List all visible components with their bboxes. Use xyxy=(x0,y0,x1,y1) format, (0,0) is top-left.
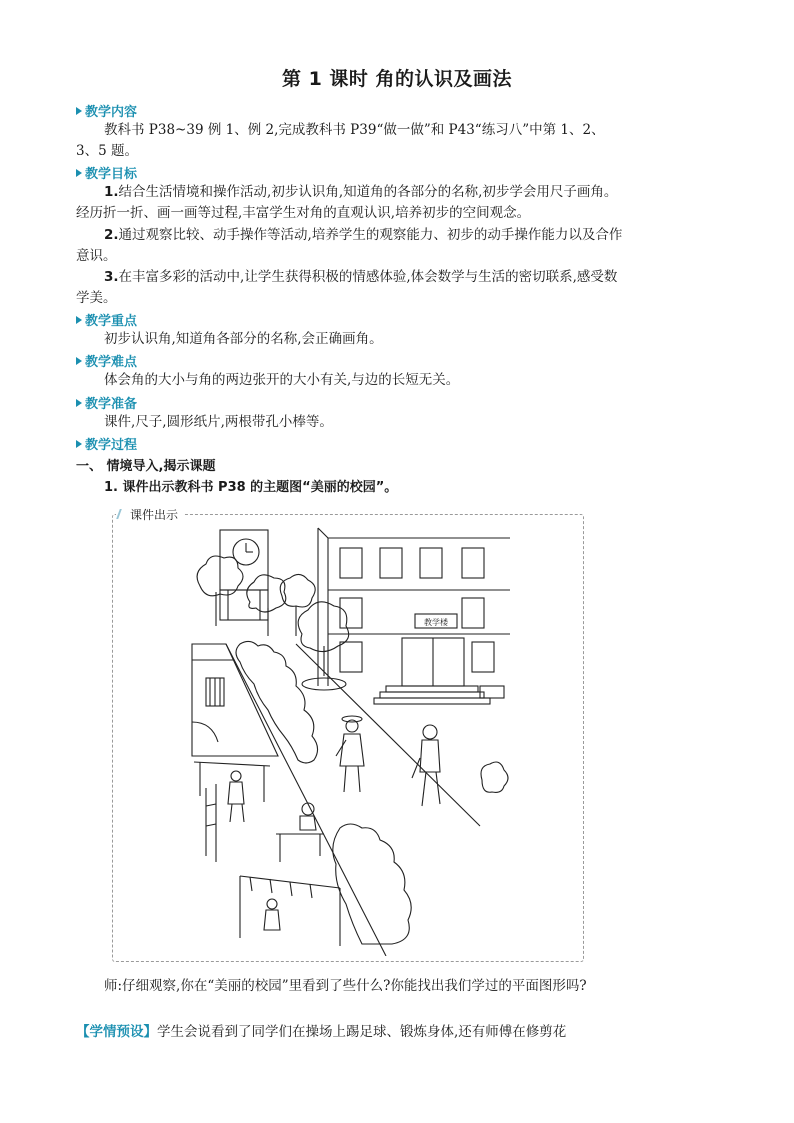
goal-item-2: 2.通过观察比较、动手操作等活动,培养学生的观察能力、初步的动手操作能力以及合作意识。 xyxy=(76,227,623,264)
teacher-line: 师:仔细观察,你在“美丽的校园”里看到了些什么?你能找出我们学过的平面图形吗? xyxy=(104,978,587,994)
note-tag: 【学情预设】 xyxy=(76,1024,157,1040)
section-heading-content: 教学内容 xyxy=(76,101,137,120)
boy-figure xyxy=(412,725,440,806)
step-heading-1: 一、 情境导入,揭示课题 xyxy=(76,459,216,474)
difficulty-text: 体会角的大小与角的两边张开的大小有关,与边的长短无关。 xyxy=(104,372,460,388)
triangle-bullet-icon xyxy=(76,399,82,407)
shrub xyxy=(481,762,508,792)
campus-illustration xyxy=(190,526,510,956)
label-mark-icon xyxy=(116,509,130,519)
page-title: 第 1 课时 角的认识及画法 xyxy=(281,68,513,90)
triangle-bullet-icon xyxy=(76,440,82,448)
section-heading-goals: 教学目标 xyxy=(76,163,137,182)
key-text: 初步认识角,知道角各部分的名称,会正确画角。 xyxy=(104,331,383,347)
goal-item-3: 3.在丰富多彩的活动中,让学生获得积极的情感体验,体会数学与生活的密切联系,感受数学美。 xyxy=(76,269,618,306)
front-hedge xyxy=(333,824,411,944)
figure-label: 课件出示 xyxy=(116,506,184,523)
situation-note xyxy=(76,1020,636,1040)
goal-item-1: 1.结合生活情境和操作活动,初步认识角,知道角的各部分的名称,初步学会用尺子画角。经历折一折、画一画等过程,丰富学生对角的直观认识,培养初步的空间观念。 xyxy=(76,184,618,221)
section-heading-difficulty: 教学难点 xyxy=(76,351,137,370)
triangle-bullet-icon xyxy=(76,316,82,324)
prep-text: 课件,尺子,圆形纸片,两根带孔小棒等。 xyxy=(104,414,333,430)
content-text: 教科书 P38~39 例 1、例 2,完成教科书 P39“做一做”和 P43“练习八”中第 1、2、3、5 题。 xyxy=(76,122,605,159)
step-item-1-1: 1. 课件出示教科书 P38 的主题图“美丽的校园”。 xyxy=(104,480,398,495)
section-heading-prep: 教学准备 xyxy=(76,393,137,412)
exercise-equipment xyxy=(194,762,340,946)
hedge xyxy=(236,641,318,763)
building-sign: 教学楼 xyxy=(424,618,448,627)
section-heading-key: 教学重点 xyxy=(76,310,137,329)
triangle-bullet-icon xyxy=(76,107,82,115)
section-heading-process: 教学过程 xyxy=(76,434,137,453)
triangle-bullet-icon xyxy=(76,169,82,177)
triangle-bullet-icon xyxy=(76,357,82,365)
gardener-figure xyxy=(336,716,364,792)
note-text: 学生会说看到了同学们在操场上踢足球、锻炼身体,还有师傅在修剪花 xyxy=(157,1024,567,1040)
